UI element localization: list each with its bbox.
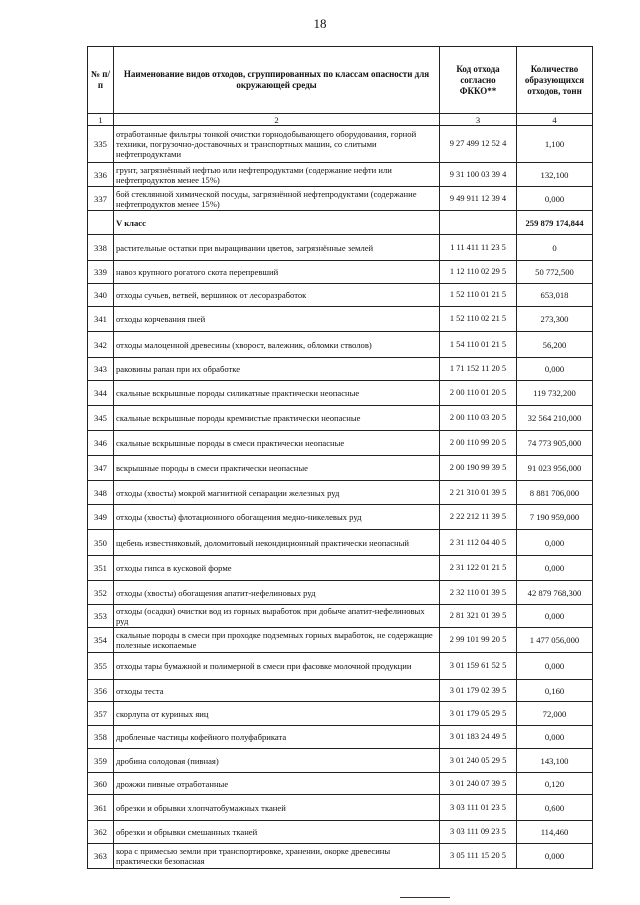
waste-quantity: 72,000 bbox=[517, 702, 593, 726]
waste-quantity: 91 023 956,000 bbox=[517, 456, 593, 481]
waste-code: 3 03 111 01 23 5 bbox=[440, 795, 517, 821]
waste-code: 1 71 152 11 20 5 bbox=[440, 358, 517, 381]
waste-quantity: 0,160 bbox=[517, 680, 593, 702]
waste-code: 2 00 110 99 20 5 bbox=[440, 431, 517, 456]
table-row bbox=[88, 307, 593, 332]
waste-code: 2 00 190 99 39 5 bbox=[440, 456, 517, 481]
waste-code: 2 00 110 01 20 5 bbox=[440, 381, 517, 406]
waste-code: 2 22 212 11 39 5 bbox=[440, 505, 517, 530]
waste-name: отходы гипса в кусковой форме bbox=[114, 556, 440, 581]
waste-quantity: 74 773 905,000 bbox=[517, 431, 593, 456]
waste-quantity: 0,000 bbox=[517, 187, 593, 211]
waste-quantity: 0 bbox=[517, 235, 593, 261]
table-row bbox=[88, 653, 593, 680]
column-index: 2 bbox=[114, 114, 440, 126]
class-total: 259 879 174,844 bbox=[517, 211, 593, 235]
table-row bbox=[88, 581, 593, 605]
waste-name: навоз крупного рогатого скота перепревший bbox=[114, 261, 440, 284]
waste-quantity: 0,000 bbox=[517, 844, 593, 869]
row-number: 362 bbox=[88, 821, 114, 844]
table-row bbox=[88, 605, 593, 628]
waste-code: 1 11 411 11 23 5 bbox=[440, 235, 517, 261]
waste-name: растительные остатки при выращивании цветов, загрязнённые землей bbox=[114, 235, 440, 261]
row-number: 335 bbox=[88, 126, 114, 163]
waste-code: 2 32 110 01 39 5 bbox=[440, 581, 517, 605]
waste-name: отработанные фильтры тонкой очистки горнодобывающего оборудования, горной техники, погрузочно-доставочных и транспортных машин, со слитыми нефтепродуктами bbox=[114, 126, 440, 163]
waste-name: дрожжи пивные отработанные bbox=[114, 773, 440, 795]
row-number: 350 bbox=[88, 530, 114, 556]
class-label: V класс bbox=[114, 211, 440, 235]
row-number: 361 bbox=[88, 795, 114, 821]
row-number: 347 bbox=[88, 456, 114, 481]
waste-name: отходы (хвосты) флотационного обогащения медно-никелевых руд bbox=[114, 505, 440, 530]
row-number: 342 bbox=[88, 332, 114, 358]
waste-code: 3 03 111 09 23 5 bbox=[440, 821, 517, 844]
waste-code: 9 49 911 12 39 4 bbox=[440, 187, 517, 211]
page-number: 18 bbox=[313, 16, 327, 31]
waste-name: скальные вскрышные породы кремнистые практически неопасные bbox=[114, 406, 440, 431]
row-number: 354 bbox=[88, 628, 114, 653]
waste-name: скальные вскрышные породы силикатные практически неопасные bbox=[114, 381, 440, 406]
row-number: 337 bbox=[88, 187, 114, 211]
waste-name: отходы корчевания пней bbox=[114, 307, 440, 332]
waste-quantity: 0,120 bbox=[517, 773, 593, 795]
rows-after-class bbox=[88, 235, 593, 869]
row-number: 349 bbox=[88, 505, 114, 530]
row-number: 340 bbox=[88, 284, 114, 307]
header-row bbox=[88, 47, 593, 114]
row-number: 338 bbox=[88, 235, 114, 261]
table-row bbox=[88, 795, 593, 821]
table-row bbox=[88, 702, 593, 726]
waste-quantity: 7 190 959,000 bbox=[517, 505, 593, 530]
table-row bbox=[88, 556, 593, 581]
column-index: 4 bbox=[517, 114, 593, 126]
waste-name: раковины рапан при их обработке bbox=[114, 358, 440, 381]
row-number: 344 bbox=[88, 381, 114, 406]
waste-quantity: 114,460 bbox=[517, 821, 593, 844]
waste-code: 1 52 110 01 21 5 bbox=[440, 284, 517, 307]
footer-rule bbox=[400, 897, 450, 898]
waste-name: отходы теста bbox=[114, 680, 440, 702]
waste-table bbox=[87, 46, 593, 869]
table-row bbox=[88, 406, 593, 431]
waste-quantity: 42 879 768,300 bbox=[517, 581, 593, 605]
table-row bbox=[88, 505, 593, 530]
column-index-row bbox=[88, 114, 593, 126]
row-number: 345 bbox=[88, 406, 114, 431]
waste-code: 9 27 499 12 52 4 bbox=[440, 126, 517, 163]
row-number: 341 bbox=[88, 307, 114, 332]
row-number: 360 bbox=[88, 773, 114, 795]
waste-code: 2 31 112 04 40 5 bbox=[440, 530, 517, 556]
table-row bbox=[88, 821, 593, 844]
row-number: 336 bbox=[88, 163, 114, 187]
waste-code: 3 05 111 15 20 5 bbox=[440, 844, 517, 869]
waste-code: 3 01 183 24 49 5 bbox=[440, 726, 517, 749]
table-row bbox=[88, 628, 593, 653]
waste-quantity: 1 477 056,000 bbox=[517, 628, 593, 653]
waste-code: 3 01 240 05 29 5 bbox=[440, 749, 517, 773]
row-number: 359 bbox=[88, 749, 114, 773]
waste-code: 3 01 240 07 39 5 bbox=[440, 773, 517, 795]
waste-name: дробина солодовая (пивная) bbox=[114, 749, 440, 773]
waste-code: 2 99 101 99 20 5 bbox=[440, 628, 517, 653]
header-num: № п/п bbox=[88, 47, 114, 114]
waste-name: грунт, загрязнённый нефтью или нефтепродуктами (содержание нефти или нефтепродуктов менее 15%) bbox=[114, 163, 440, 187]
header-name: Наименование видов отходов, сгруппированных по классам опасности для окружающей среды bbox=[114, 47, 440, 114]
class-num-cell bbox=[88, 211, 114, 235]
waste-name: обрезки и обрывки смешанных тканей bbox=[114, 821, 440, 844]
class-row bbox=[88, 211, 593, 235]
column-index: 3 bbox=[440, 114, 517, 126]
waste-name: отходы тары бумажной и полимерной в смеси при фасовке молочной продукции bbox=[114, 653, 440, 680]
waste-name: вскрышные породы в смеси практически неопасные bbox=[114, 456, 440, 481]
table-row bbox=[88, 456, 593, 481]
class-section bbox=[88, 211, 593, 235]
waste-quantity: 132,100 bbox=[517, 163, 593, 187]
table-row bbox=[88, 773, 593, 795]
waste-name: отходы (хвосты) мокрой магнитной сепарации железных руд bbox=[114, 481, 440, 505]
table-row bbox=[88, 381, 593, 406]
waste-code: 9 31 100 03 39 4 bbox=[440, 163, 517, 187]
waste-quantity: 0,600 bbox=[517, 795, 593, 821]
class-code-cell bbox=[440, 211, 517, 235]
waste-quantity: 56,200 bbox=[517, 332, 593, 358]
waste-quantity: 0,000 bbox=[517, 605, 593, 628]
waste-code: 1 52 110 02 21 5 bbox=[440, 307, 517, 332]
waste-name: скорлупа от куриных яиц bbox=[114, 702, 440, 726]
waste-name: отходы малоценной древесины (хворост, валежник, обломки стволов) bbox=[114, 332, 440, 358]
waste-name: щебень известняковый, доломитовый некондиционный практически неопасный bbox=[114, 530, 440, 556]
rows-before-class bbox=[88, 126, 593, 211]
waste-code: 3 01 159 61 52 5 bbox=[440, 653, 517, 680]
table-row bbox=[88, 530, 593, 556]
table-row bbox=[88, 235, 593, 261]
waste-code: 3 01 179 05 29 5 bbox=[440, 702, 517, 726]
waste-name: отходы (осадки) очистки вод из горных выработок при добыче апатит-нефелиновых руд bbox=[114, 605, 440, 628]
waste-code: 2 81 321 01 39 5 bbox=[440, 605, 517, 628]
waste-quantity: 0,000 bbox=[517, 530, 593, 556]
waste-quantity: 32 564 210,000 bbox=[517, 406, 593, 431]
row-number: 352 bbox=[88, 581, 114, 605]
row-number: 346 bbox=[88, 431, 114, 456]
waste-name: скальные вскрышные породы в смеси практически неопасные bbox=[114, 431, 440, 456]
row-number: 357 bbox=[88, 702, 114, 726]
waste-code: 2 31 122 01 21 5 bbox=[440, 556, 517, 581]
waste-quantity: 653,018 bbox=[517, 284, 593, 307]
waste-name: скальные породы в смеси при проходке подземных горных выработок, не содержащие полезные ископаемые bbox=[114, 628, 440, 653]
column-index: 1 bbox=[88, 114, 114, 126]
table-row bbox=[88, 481, 593, 505]
waste-quantity: 143,100 bbox=[517, 749, 593, 773]
table-row bbox=[88, 844, 593, 869]
waste-quantity: 0,000 bbox=[517, 556, 593, 581]
waste-name: отходы (хвосты) обогащения апатит-нефелиновых руд bbox=[114, 581, 440, 605]
row-number: 348 bbox=[88, 481, 114, 505]
table-row bbox=[88, 187, 593, 211]
table-row bbox=[88, 284, 593, 307]
table-row bbox=[88, 332, 593, 358]
waste-code: 3 01 179 02 39 5 bbox=[440, 680, 517, 702]
waste-quantity: 0,000 bbox=[517, 653, 593, 680]
waste-quantity: 8 881 706,000 bbox=[517, 481, 593, 505]
waste-quantity: 0,000 bbox=[517, 726, 593, 749]
row-number: 343 bbox=[88, 358, 114, 381]
table-row bbox=[88, 431, 593, 456]
waste-name: обрезки и обрывки хлопчатобумажных тканей bbox=[114, 795, 440, 821]
table-row bbox=[88, 126, 593, 163]
waste-name: бой стеклянной химической посуды, загрязнённой нефтепродуктами (содержание нефтепродуктов менее 15%) bbox=[114, 187, 440, 211]
row-number: 355 bbox=[88, 653, 114, 680]
waste-quantity: 50 772,500 bbox=[517, 261, 593, 284]
row-number: 358 bbox=[88, 726, 114, 749]
waste-code: 2 00 110 03 20 5 bbox=[440, 406, 517, 431]
table-row bbox=[88, 163, 593, 187]
waste-quantity: 0,000 bbox=[517, 358, 593, 381]
table-row bbox=[88, 358, 593, 381]
waste-quantity: 1,100 bbox=[517, 126, 593, 163]
waste-quantity: 119 732,200 bbox=[517, 381, 593, 406]
waste-name: дробленые частицы кофейного полуфабриката bbox=[114, 726, 440, 749]
row-number: 351 bbox=[88, 556, 114, 581]
table-row bbox=[88, 680, 593, 702]
waste-name: отходы сучьев, ветвей, вершинок от лесоразработок bbox=[114, 284, 440, 307]
row-number: 356 bbox=[88, 680, 114, 702]
row-number: 353 bbox=[88, 605, 114, 628]
waste-code: 2 21 310 01 39 5 bbox=[440, 481, 517, 505]
waste-code: 1 12 110 02 29 5 bbox=[440, 261, 517, 284]
table-row bbox=[88, 261, 593, 284]
table-row bbox=[88, 726, 593, 749]
header-code: Код отхода согласно ФККО** bbox=[440, 47, 517, 114]
header-qty: Количество образующихся отходов, тонн bbox=[517, 47, 593, 114]
row-number: 363 bbox=[88, 844, 114, 869]
waste-code: 1 54 110 01 21 5 bbox=[440, 332, 517, 358]
row-number: 339 bbox=[88, 261, 114, 284]
table-row bbox=[88, 749, 593, 773]
waste-name: кора с примесью земли при транспортировке, хранении, окорке древесины практически безопасная bbox=[114, 844, 440, 869]
waste-quantity: 273,300 bbox=[517, 307, 593, 332]
